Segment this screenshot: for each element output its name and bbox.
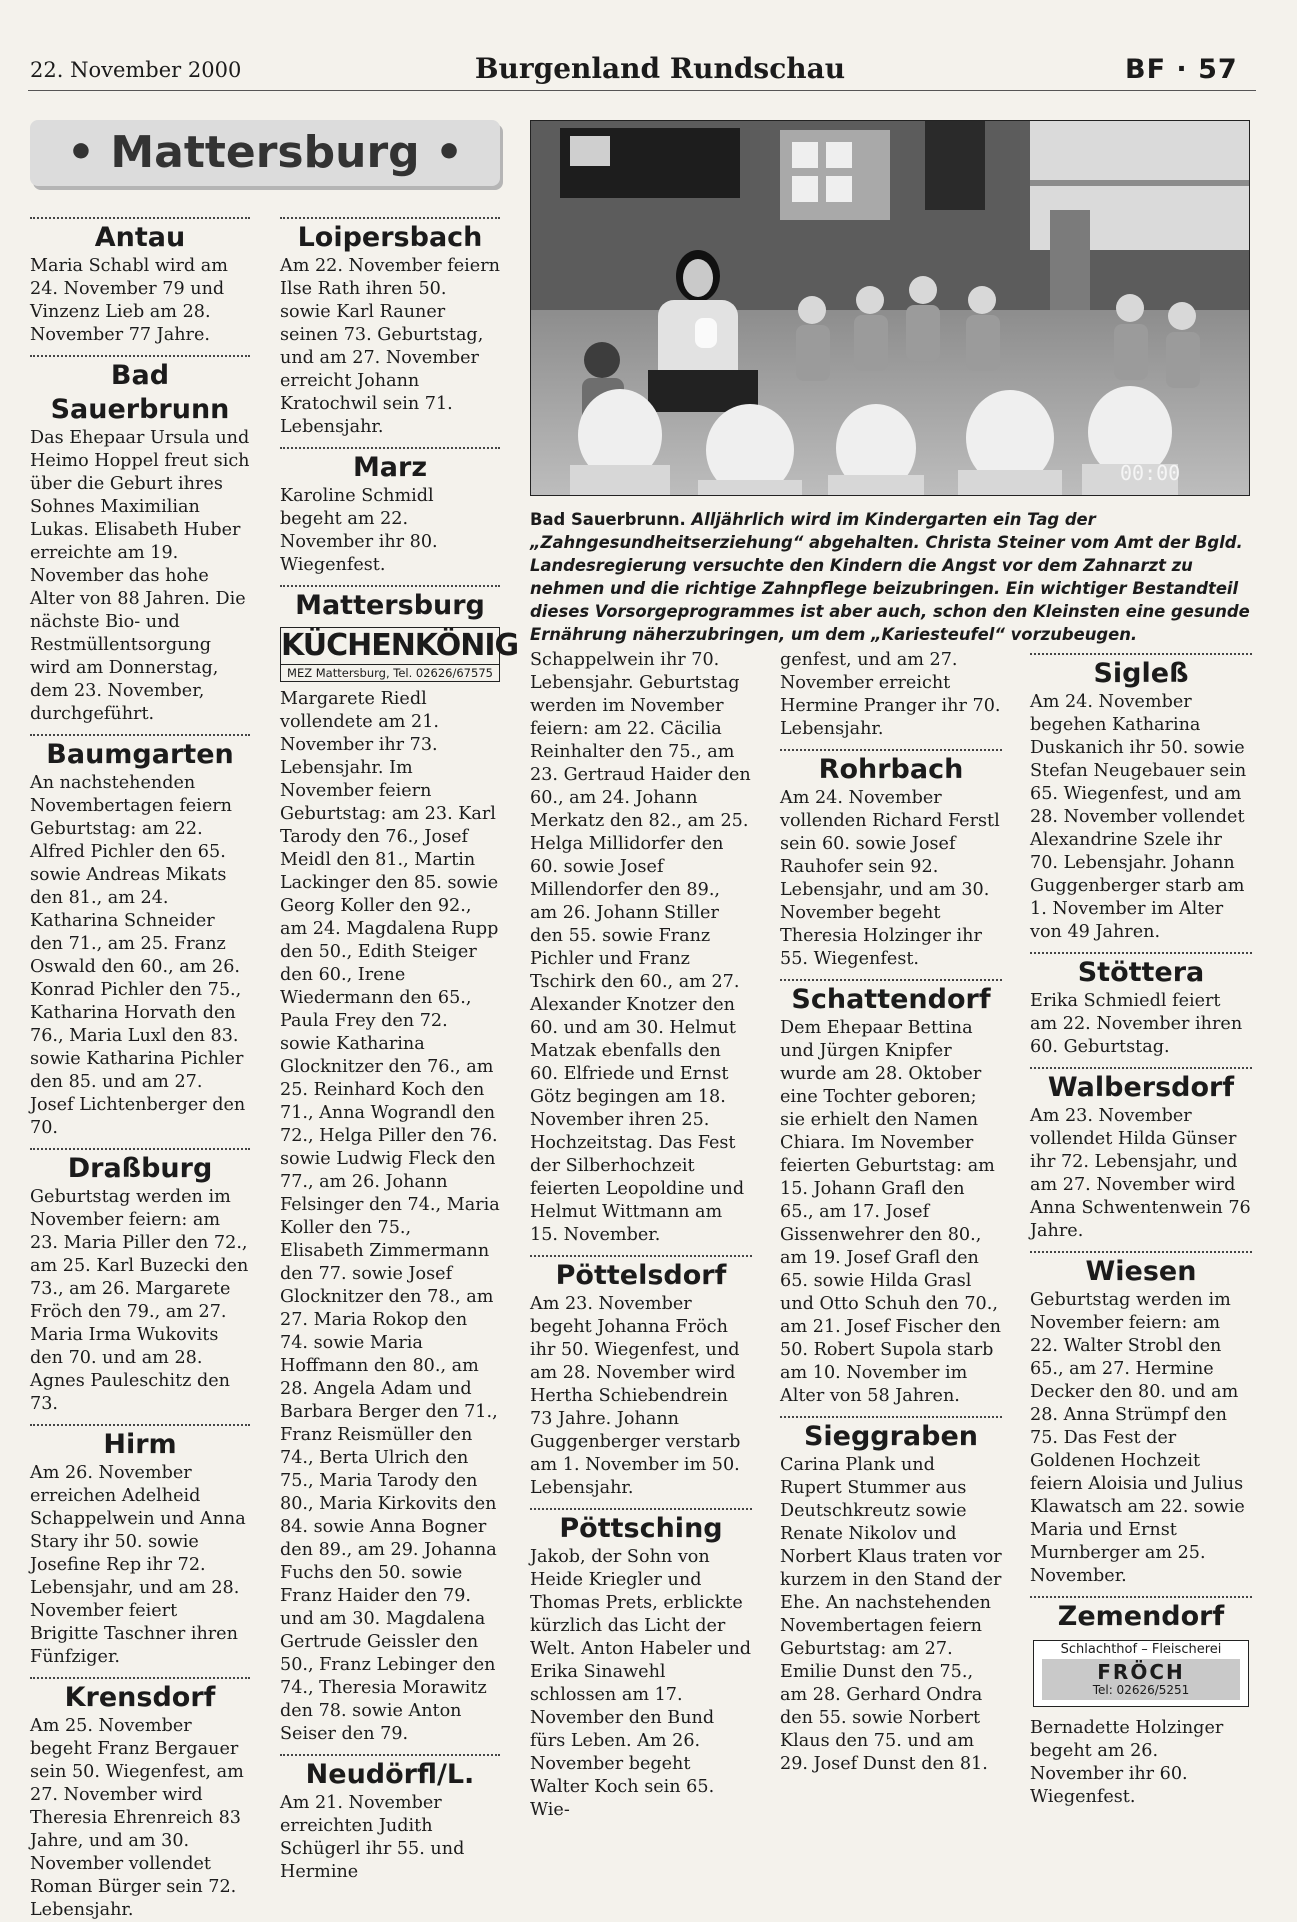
dotted-separator: [1030, 1251, 1252, 1253]
caption-text: Alljährlich wird im Kindergarten ein Tag der „Zahngesundheitserziehung“ abgehalten. Christa Steiner vom Amt der Bgld. Landesregierung versuchte den Kindern die Angst vor dem Zahnarzt zu nehmen und die richtige Zahnpflege beizubringen. Ein wichtiger Bestandteil dieses Vorsorgeprogrammes ist aber auch, schon den Kleinsten eine gesunde Ernährung näherzubringen, um dem „Kariesteufel“ vorzubeugen.: [530, 510, 1250, 644]
dotted-separator: [30, 1677, 250, 1679]
section-text-schattendorf: Dem Ehepaar Bettina und Jürgen Knipfer wurde am 28. Oktober eine Tochter geboren; sie erhielt den Namen Chiara. Im November feierten Geburtstag: am 15. Johann Grafl den 65., am 17. Josef Gissenwehrer den 80., am 19. Josef Grafl den 65. sowie Hilda Grasl und Otto Schuh den 70., am 21. Josef Fischer den 50. Robert Supola starb am 10. November im Alter von 58 Jahren.: [780, 1018, 1001, 1406]
section-heading-loipersbach: Loipersbach: [297, 222, 483, 253]
header-rule: [28, 90, 1256, 91]
dotted-separator: [30, 217, 250, 219]
section-text-continued: genfest, und am 27. November erreicht Hermine Pranger ihr 70. Lebensjahr.: [780, 650, 1001, 739]
section-banner: • Mattersburg •: [30, 120, 500, 186]
dotted-separator: [1030, 1067, 1252, 1069]
dotted-separator: [780, 1416, 1002, 1418]
section-text-bad-sauerbrunn: Das Ehepaar Ursula und Heimo Hoppel freut sich über die Geburt ihres Sohnes Maximilian Lukas. Elisabeth Huber erreichte am 19. November das hohe Alter von 88 Jahren. Die nächste Bio- und Restmüllentsorgung wird am Donnerstag, dem 23. November, durchgeführt.: [30, 428, 250, 724]
dotted-separator: [530, 1255, 752, 1257]
section-heading-drassburg: Draßburg: [67, 1153, 213, 1184]
section-text-baumgarten: An nachstehenden Novembertagen feiern Geburtstag: am 22. Alfred Pichler den 65. sowie Andreas Mikats den 81., am 24. Katharina Schneider den 71., am 25. Franz Oswald den 60., am 26. Konrad Pichler den 75., Katharina Horvath den 76., Maria Luxl den 83. sowie Katharina Pichler den 85. und am 27. Josef Lichtenberger den 70.: [30, 773, 246, 1138]
dotted-separator: [1030, 1596, 1252, 1598]
advertisement-froech: [1033, 1640, 1249, 1707]
dotted-separator: [280, 217, 500, 219]
section-text-stoettera: Erika Schmiedl feiert am 22. November ihren 60. Geburtstag.: [1030, 991, 1243, 1057]
section-text-loipersbach: Am 22. November feiern Ilse Rath ihren 50. sowie Karl Rauner seinen 73. Geburtstag, und am 27. November erreicht Johann Kratochwil sein 71. Lebensjahr.: [280, 256, 500, 437]
section-text-krensdorf: Am 25. November begeht Franz Bergauer sein 50. Wiegenfest, am 27. November wird Theresia Ehrenreich 83 Jahre, und am 30. November vollendet Roman Bürger sein 72. Lebensjahr.: [30, 1716, 244, 1920]
section-heading-poettelsdorf: Pöttelsdorf: [555, 1260, 727, 1291]
ad-brand-name: FRÖCH: [1097, 1660, 1185, 1684]
section-text-neudoerfl: Am 21. November erreichten Judith Schügerl ihr 55. und Hermine: [280, 1793, 465, 1882]
column-1: [30, 205, 250, 1922]
ad-brand-name: KÜCHENKÖNIG: [281, 628, 519, 663]
section-heading-zemendorf: Zemendorf: [1057, 1601, 1225, 1632]
section-text-wiesen: Geburtstag werden im November feiern: am 22. Walter Strobl den 65., am 27. Hermine Decker den 80. und am 28. Anna Strümpf den 75. Das Fest der Goldenen Hochzeit feiern Aloisia und Julius Klawatsch am 22. sowie Maria und Ernst Murnberger am 25. November.: [1030, 1290, 1245, 1586]
dotted-separator: [1030, 653, 1252, 655]
dotted-separator: [30, 1424, 250, 1426]
ad-name-box: [1042, 1659, 1240, 1700]
section-text-continued: Schappelwein ihr 70. Lebensjahr. Geburtstag werden im November feiern: am 22. Cäcilia Reinhalter den 75., am 23. Gertraud Haider den 60., am 24. Johann Merkatz den 82., am 25. Helga Millidorfer den 60. sowie Josef Millendorfer den 89., am 26. Johann Stiller den 55. sowie Franz Pichler und Franz Tschirk den 60., am 27. Alexander Knotzer den 60. und am 30. Helmut Matzak ebenfalls den 60. Elfriede und Ernst Götz begingen am 18. November ihren 25. Hochzeitstag. Das Fest der Silberhochzeit feierten Leopoldine und Helmut Wittmann am 15. November.: [530, 650, 751, 1245]
ad-telephone: Tel: 02626/5251: [1092, 1683, 1190, 1697]
dotted-separator: [280, 447, 500, 449]
section-heading-baumgarten: Baumgarten: [46, 739, 234, 770]
section-text-mattersburg: Margarete Riedl vollendete am 21. November ihr 73. Lebensjahr. Im November feiern Geburtstag: am 23. Karl Tarody den 76., Josef Meidl den 81., Martin Lackinger den 85. sowie Georg Koller den 92., am 24. Magdalena Rupp den 50., Edith Steiger den 60., Irene Wiedermann den 65., Paula Frey den 72. sowie Katharina Glocknitzer den 76., am 25. Reinhard Koch den 71., Anna Wograndl den 72., Helga Piller den 76. sowie Ludwig Fleck den 77., am 26. Johann Felsinger den 74., Maria Koller den 75., Elisabeth Zimmermann den 77. sowie Josef Glocknitzer den 78., am 27. Maria Rokop den 74. sowie Maria Hoffmann den 80., am 28. Angela Adam und Barbara Berger den 71., Franz Reismüller den 74., Berta Ulrich den 75., Maria Tarody den 80., Maria Kirkovits den 84. sowie Anna Bogner den 89., am 29. Johanna Fuchs den 50. sowie Franz Haider den 79. und am 30. Magdalena Gertrude Geissler den 50., Franz Lebinger den 74., Theresia Morawitz den 78. sowie Anton Seiser den 79.: [280, 689, 500, 1744]
section-heading-schattendorf: Schattendorf: [791, 984, 991, 1015]
dotted-separator: [280, 585, 500, 587]
photo-caption: [530, 508, 1250, 646]
photo-timestamp: 00:00: [1120, 461, 1181, 485]
kindergarten-photo: [530, 120, 1250, 496]
dotted-separator: [30, 734, 250, 736]
page-label: BF · 57: [1125, 54, 1238, 85]
column-2: [280, 205, 519, 1884]
section-heading-rohrbach: Rohrbach: [818, 754, 964, 785]
publication-title: Burgenland Rundschau: [474, 52, 846, 85]
section-heading-marz: Marz: [352, 452, 428, 483]
photo-illustration: [530, 120, 1250, 496]
section-heading-antau: Antau: [94, 222, 186, 253]
column-5: [1030, 649, 1252, 1809]
issue-date: 22. November 2000: [30, 58, 242, 82]
caption-heading: Bad Sauerbrunn.: [530, 510, 686, 529]
dotted-separator: [780, 979, 1002, 981]
section-heading-walbersdorf: Walbersdorf: [1047, 1072, 1235, 1103]
section-text-marz: Karoline Schmidl begeht am 22. November ihr 80. Wiegenfest.: [280, 486, 438, 575]
section-heading-mattersburg: Mattersburg: [295, 590, 485, 621]
dotted-separator: [30, 1148, 250, 1150]
section-heading-poettsching: Pöttsching: [559, 1513, 723, 1544]
dotted-separator: [280, 1754, 500, 1756]
column-3: [530, 649, 752, 1822]
dotted-separator: [1030, 952, 1252, 954]
ad-business-type: Schlachthof – Fleischerei: [1060, 1642, 1222, 1657]
section-text-sieggraben: Carina Plank und Rupert Stummer aus Deutschkreutz sowie Renate Nikolov und Norbert Klaus traten vor kurzem in den Stand der Ehe. An nachstehenden Novembertagen feiern Geburtstag: am 27. Emilie Dunst den 75., am 28. Gerhard Ondra den 55. sowie Norbert Klaus den 75. und am 29. Josef Dunst den 81.: [780, 1455, 1002, 1774]
section-text-antau: Maria Schabl wird am 24. November 79 und Vinzenz Lieb am 28. November 77 Jahre.: [30, 256, 228, 345]
section-heading-sieggraben: Sieggraben: [803, 1421, 979, 1452]
section-text-poettelsdorf: Am 23. November begeht Johanna Fröch ihr 50. Wiegenfest, und am 28. November wird Hertha Schiebendrein 73 Jahre. Johann Guggenberger verstarb am 1. November im 50. Lebensjahr.: [530, 1294, 741, 1498]
dotted-separator: [30, 355, 250, 357]
section-heading-hirm: Hirm: [103, 1429, 177, 1460]
ad-address: MEZ Mattersburg, Tel. 02626/67575: [281, 664, 499, 681]
advertisement-kuechenkoenig: [280, 627, 519, 682]
section-heading-bad-sauerbrunn: Bad Sauerbrunn: [50, 360, 230, 425]
section-text-hirm: Am 26. November erreichen Adelheid Schappelwein und Anna Stary ihr 50. sowie Josefine Rep ihr 72. Lebensjahr, und am 28. November feiert Brigitte Taschner ihren Fünfziger.: [30, 1463, 246, 1667]
section-text-drassburg: Geburtstag werden im November feiern: am 23. Maria Piller den 72., am 25. Karl Buzecki den 73., am 26. Margarete Fröch den 79., am 27. Maria Irma Wukovits den 70. und am 28. Agnes Pauleschitz den 73.: [30, 1187, 249, 1414]
dotted-separator: [530, 1508, 752, 1510]
section-heading-krensdorf: Krensdorf: [64, 1682, 216, 1713]
dotted-separator: [780, 749, 1002, 751]
section-text-rohrbach: Am 24. November vollenden Richard Ferstl sein 60. sowie Josef Rauhofer sein 92. Lebensjahr, und am 30. November begeht Theresia Holzinger ihr 55. Wiegenfest.: [780, 788, 1000, 969]
section-text-zemendorf: Bernadette Holzinger begeht am 26. November ihr 60. Wiegenfest.: [1030, 1718, 1224, 1807]
section-heading-stoettera: Stöttera: [1077, 957, 1205, 988]
section-heading-sigless: Sigleß: [1093, 658, 1189, 689]
section-heading-neudoerfl: Neudörfl/L.: [305, 1759, 475, 1790]
section-text-poettsching: Jakob, der Sohn von Heide Kriegler und Thomas Prets, erblickte kürzlich das Licht der Welt. Anton Habeler und Erika Sinawehl schlossen am 17. November den Bund fürs Leben. Am 26. November begeht Walter Koch sein 65. Wie-: [530, 1547, 752, 1820]
section-text-sigless: Am 24. November begehen Katharina Duskanich ihr 50. sowie Stefan Neugebauer sein 65. Wiegenfest, und am 28. November vollendet Alexandrine Szele ihr 70. Lebensjahr. Johann Guggenberger starb am 1. November im Alter von 49 Jahren.: [1030, 692, 1247, 942]
section-heading-wiesen: Wiesen: [1085, 1256, 1197, 1287]
column-4: [780, 649, 1002, 1776]
section-text-walbersdorf: Am 23. November vollendet Hilda Günser ihr 72. Lebensjahr, und am 27. November wird Anna Schwentenwein 76 Jahre.: [1030, 1106, 1251, 1241]
